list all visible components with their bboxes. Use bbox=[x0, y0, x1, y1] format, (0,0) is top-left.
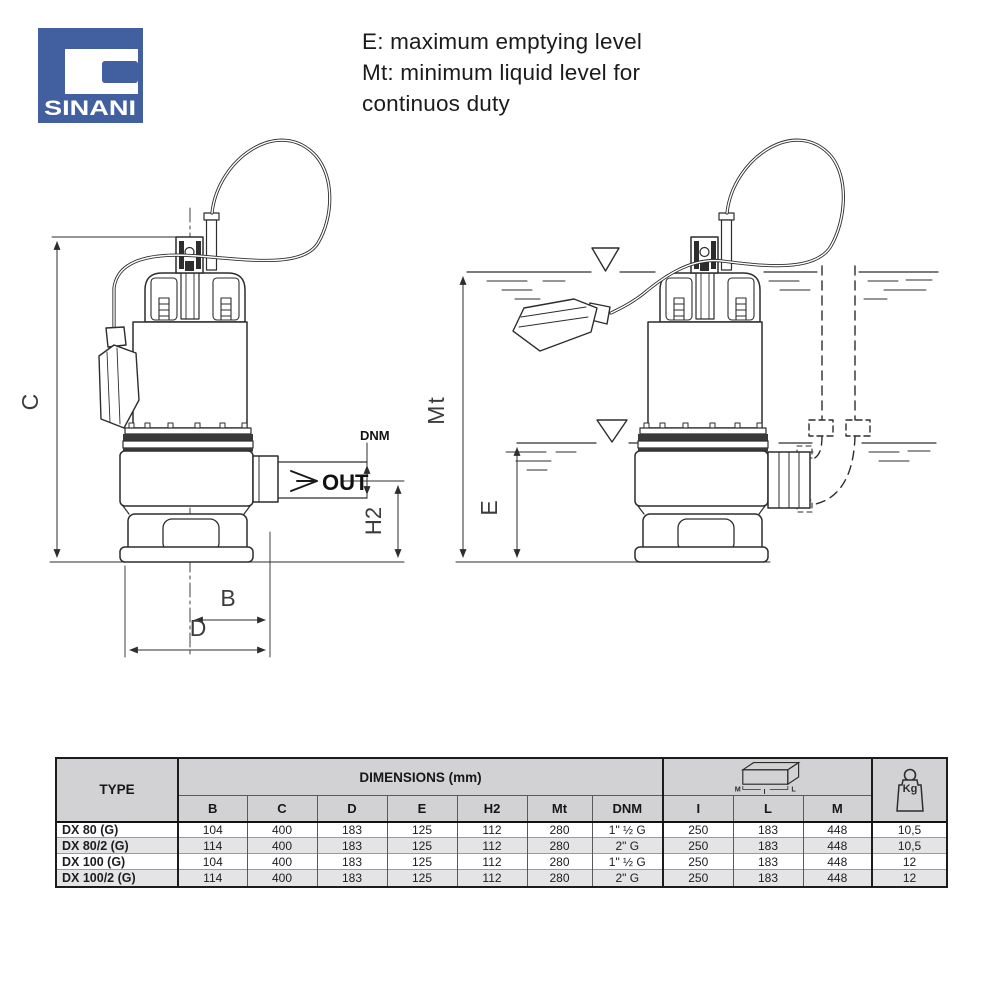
drawing-front-view bbox=[17, 140, 404, 657]
legend-line-mt: Mt: minimum liquid level for bbox=[362, 60, 641, 85]
header-packaging bbox=[663, 759, 872, 796]
sinani-logo bbox=[38, 28, 143, 123]
drawing-installation-view bbox=[423, 140, 938, 562]
dimensions-table bbox=[55, 757, 948, 888]
cell-type: DX 100/2 (G) bbox=[57, 870, 178, 886]
dimension-mt-label: Mt bbox=[423, 395, 449, 425]
col-header-mt: Mt bbox=[527, 796, 592, 822]
outlet-coupling bbox=[768, 452, 810, 508]
technical-drawings bbox=[0, 120, 1000, 720]
weight-kg-icon bbox=[893, 766, 927, 814]
dimension-h2-label: H2 bbox=[361, 506, 386, 536]
dimension-d-label: D bbox=[189, 615, 207, 641]
svg-text:I: I bbox=[763, 787, 766, 795]
dimension-b-label: B bbox=[220, 585, 236, 611]
svg-text:L: L bbox=[790, 784, 796, 794]
cell-type: DX 80 (G) bbox=[57, 822, 178, 838]
col-header-c: C bbox=[247, 796, 317, 822]
col-header-b: B bbox=[178, 796, 247, 822]
col-header-type: TYPE bbox=[57, 759, 178, 822]
dimension-dnm-label: DNM bbox=[360, 428, 390, 443]
legend-line-duty: continuos duty bbox=[362, 91, 510, 116]
legend bbox=[362, 26, 722, 119]
table-row: DX 100 (G) 104 400 183 125 112 280 1" ½ G 250 183 448 12 bbox=[57, 854, 946, 870]
table-row: DX 100/2 (G) 114 400 183 125 112 280 2" G 250 183 448 12 bbox=[57, 870, 946, 886]
out-label: OUT bbox=[322, 470, 369, 495]
col-header-e: E bbox=[387, 796, 457, 822]
header-dimensions-mm: DIMENSIONS (mm) bbox=[178, 759, 663, 796]
svg-text:M: M bbox=[734, 784, 741, 794]
legend-line-e: E: maximum emptying level bbox=[362, 29, 643, 54]
dimension-e-label: E bbox=[476, 500, 502, 516]
cell-type: DX 100 (G) bbox=[57, 854, 178, 870]
dimension-c-label: C bbox=[17, 393, 43, 411]
svg-text:Kg: Kg bbox=[902, 782, 917, 795]
col-header-m: M bbox=[803, 796, 872, 822]
water-level-triangle-min bbox=[597, 420, 627, 442]
col-header-dnm: DNM bbox=[592, 796, 663, 822]
table-row: DX 80 (G) 104 400 183 125 112 280 1" ½ G 250 183 448 10,5 bbox=[57, 822, 946, 838]
dimension-e bbox=[476, 448, 517, 557]
pump-body-front bbox=[120, 213, 253, 562]
package-box-icon bbox=[722, 759, 814, 795]
cell-type: DX 80/2 (G) bbox=[57, 838, 178, 854]
col-header-d: D bbox=[317, 796, 387, 822]
col-header-i: I bbox=[663, 796, 733, 822]
water-level-triangle-max bbox=[592, 248, 619, 271]
float-switch-floating bbox=[513, 299, 610, 351]
header-weight-kg bbox=[872, 759, 946, 822]
sinani-logo-icon bbox=[38, 28, 143, 123]
col-header-l: L bbox=[733, 796, 803, 822]
col-header-h2: H2 bbox=[457, 796, 527, 822]
dimension-mt bbox=[423, 277, 463, 557]
table-row: DX 80/2 (G) 114 400 183 125 112 280 2" G 250 183 448 10,5 bbox=[57, 838, 946, 854]
dimension-d bbox=[125, 566, 265, 657]
out-flow-arrow bbox=[291, 470, 369, 495]
logo-text: SINANI bbox=[44, 97, 136, 120]
